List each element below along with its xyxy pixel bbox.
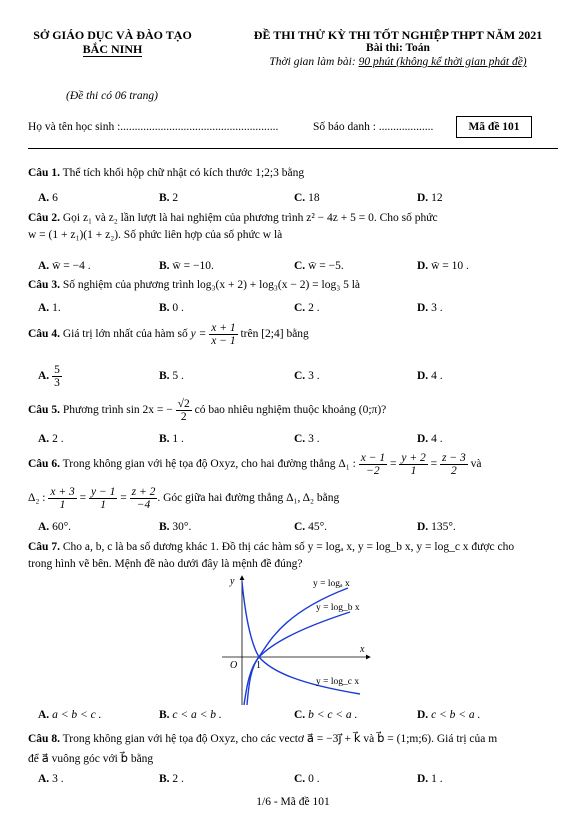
- option-c: C. 0 .: [294, 773, 320, 785]
- x-axis-label: x: [360, 644, 365, 655]
- option-c: C. 45°.: [294, 521, 328, 533]
- option-a: A. a < b < c .: [38, 709, 102, 721]
- option-b: B. 2 .: [159, 773, 184, 785]
- question-3-options: [28, 302, 562, 318]
- option-d: D. 1 .: [417, 773, 443, 785]
- question-2: Câu 2. Gọi z₁ và z₂ lần lượt là hai nghiệm của phương trình z² − 4z + 5 = 0. Cho số phức w = (1 + z₁)(1 + z₂). Số phức liên hợp của số phức w là: [28, 212, 438, 241]
- question-1: Câu 1. Thể tích khối hộp chữ nhật có kích thước 1;2;3 bằng: [28, 167, 305, 179]
- question-6: Câu 6. Trong không gian với hệ tọa độ Oxyz, cho hai đường thẳng Δ₁ : $\frac{x - 1}{-2}$ = $\frac{y + 2}{1}$ = $\frac{z - 3}{2}$ và: [28, 452, 482, 477]
- option-d: D. 4 .: [417, 370, 443, 382]
- exam-code-box: Mã đề 101: [456, 116, 532, 138]
- option-d: D. 4 .: [417, 433, 443, 445]
- student-id-line: Số báo danh : ...................: [313, 121, 434, 133]
- option-b: B. w̄ = −10.: [159, 260, 214, 272]
- question-4-options: [28, 364, 562, 392]
- option-c: C. 18: [294, 192, 320, 204]
- page-footer: 1/6 - Mã đề 101: [256, 796, 330, 808]
- y-axis-label: y: [230, 576, 235, 587]
- option-a: A. 60°.: [38, 521, 72, 533]
- exam-subject: Bài thi: Toán: [366, 42, 430, 54]
- option-a: A. $\frac{5}{3}$: [38, 364, 60, 389]
- option-d: D. 12: [417, 192, 443, 204]
- question-8: Câu 8. Trong không gian với hệ tọa độ Oxyz, cho các vectơ a⃗ = −3j⃗ + k⃗ và b⃗ = (1;m;6). Giá trị của m để a⃗ vuông góc với b⃗ bằng: [28, 733, 498, 765]
- question-4: Câu 4. Giá trị lớn nhất của hàm số y = $\frac{x + 1}{x - 1}$ trên [2;4] bằng: [28, 322, 309, 347]
- dept-line2: BẮC NINH: [82, 42, 143, 56]
- curve-b-label: y = log_b x: [316, 603, 360, 613]
- exam-title: ĐỀ THI THỬ KỲ THI TỐT NGHIỆP THPT NĂM 2021: [253, 28, 543, 42]
- student-name-line: Họ và tên học sinh :.......................................................: [28, 121, 279, 133]
- option-d: D. c < b < a .: [417, 709, 481, 721]
- option-b: B. c < a < b .: [159, 709, 222, 721]
- question-6-options: [28, 521, 562, 537]
- question-6-line2: Δ₂ : $\frac{x + 3}{1}$ = $\frac{y - 1}{1}$ = $\frac{z + 2}{-4}$ . Góc giữa hai đường thẳng Δ₁, Δ₂ bằng: [28, 486, 340, 511]
- option-c: C. b < c < a .: [294, 709, 358, 721]
- option-d: D. w̄ = 10 .: [417, 260, 469, 272]
- option-c: C. 3 .: [294, 370, 320, 382]
- curve-c-label: y = log_c x: [316, 677, 360, 687]
- option-a: A. 1.: [38, 302, 61, 314]
- question-2-options: [28, 260, 562, 276]
- option-d: D. 3 .: [417, 302, 443, 314]
- curve-a-label: y = logₐ x: [313, 579, 350, 589]
- header-divider: [28, 148, 558, 149]
- option-c: C. w̄ = −5.: [294, 260, 344, 272]
- origin-label: O: [230, 660, 238, 671]
- question-7: Câu 7. Cho a, b, c là ba số dương khác 1. Đồ thị các hàm số y = logₐ x, y = log_b x, y = log_c x được cho trong hình vẽ bên. Mệnh đề nào dưới đây là mệnh đề đúng?: [28, 541, 515, 570]
- option-c: C. 3 .: [294, 433, 320, 445]
- option-b: B. 1 .: [159, 433, 184, 445]
- question-5-options: [28, 433, 562, 449]
- one-label: 1: [256, 660, 261, 671]
- option-a: A. 3 .: [38, 773, 64, 785]
- option-b: B. 30°.: [159, 521, 192, 533]
- option-a: A. 6: [38, 192, 58, 204]
- exam-time: Thời gian làm bài: 90 phút (không kể thời gian phát đề): [269, 56, 527, 68]
- question-7-options: [28, 709, 562, 725]
- option-c: C. 2 .: [294, 302, 320, 314]
- option-b: B. 0 .: [159, 302, 184, 314]
- question-3: Câu 3. Số nghiệm của phương trình log₃(x + 2) + log₃(x − 2) = log₃ 5 là: [28, 279, 361, 291]
- question-5: Câu 5. Phương trình sin 2x = − $\frac{√2}{2}$ có bao nhiêu nghiệm thuộc khoảng (0;π)?: [28, 398, 387, 423]
- option-a: A. w̄ = −4 .: [38, 260, 91, 272]
- pages-note: (Đề thi có 06 trang): [66, 90, 158, 102]
- question-1-options: [28, 192, 562, 208]
- option-a: A. 2 .: [38, 433, 64, 445]
- option-b: B. 5 .: [159, 370, 184, 382]
- option-d: D. 135°.: [417, 521, 456, 533]
- log-graph: [200, 572, 380, 707]
- dept-line1: SỞ GIÁO DỤC VÀ ĐÀO TẠO: [33, 28, 192, 42]
- option-b: B. 2: [159, 192, 179, 204]
- question-8-options: [28, 773, 562, 789]
